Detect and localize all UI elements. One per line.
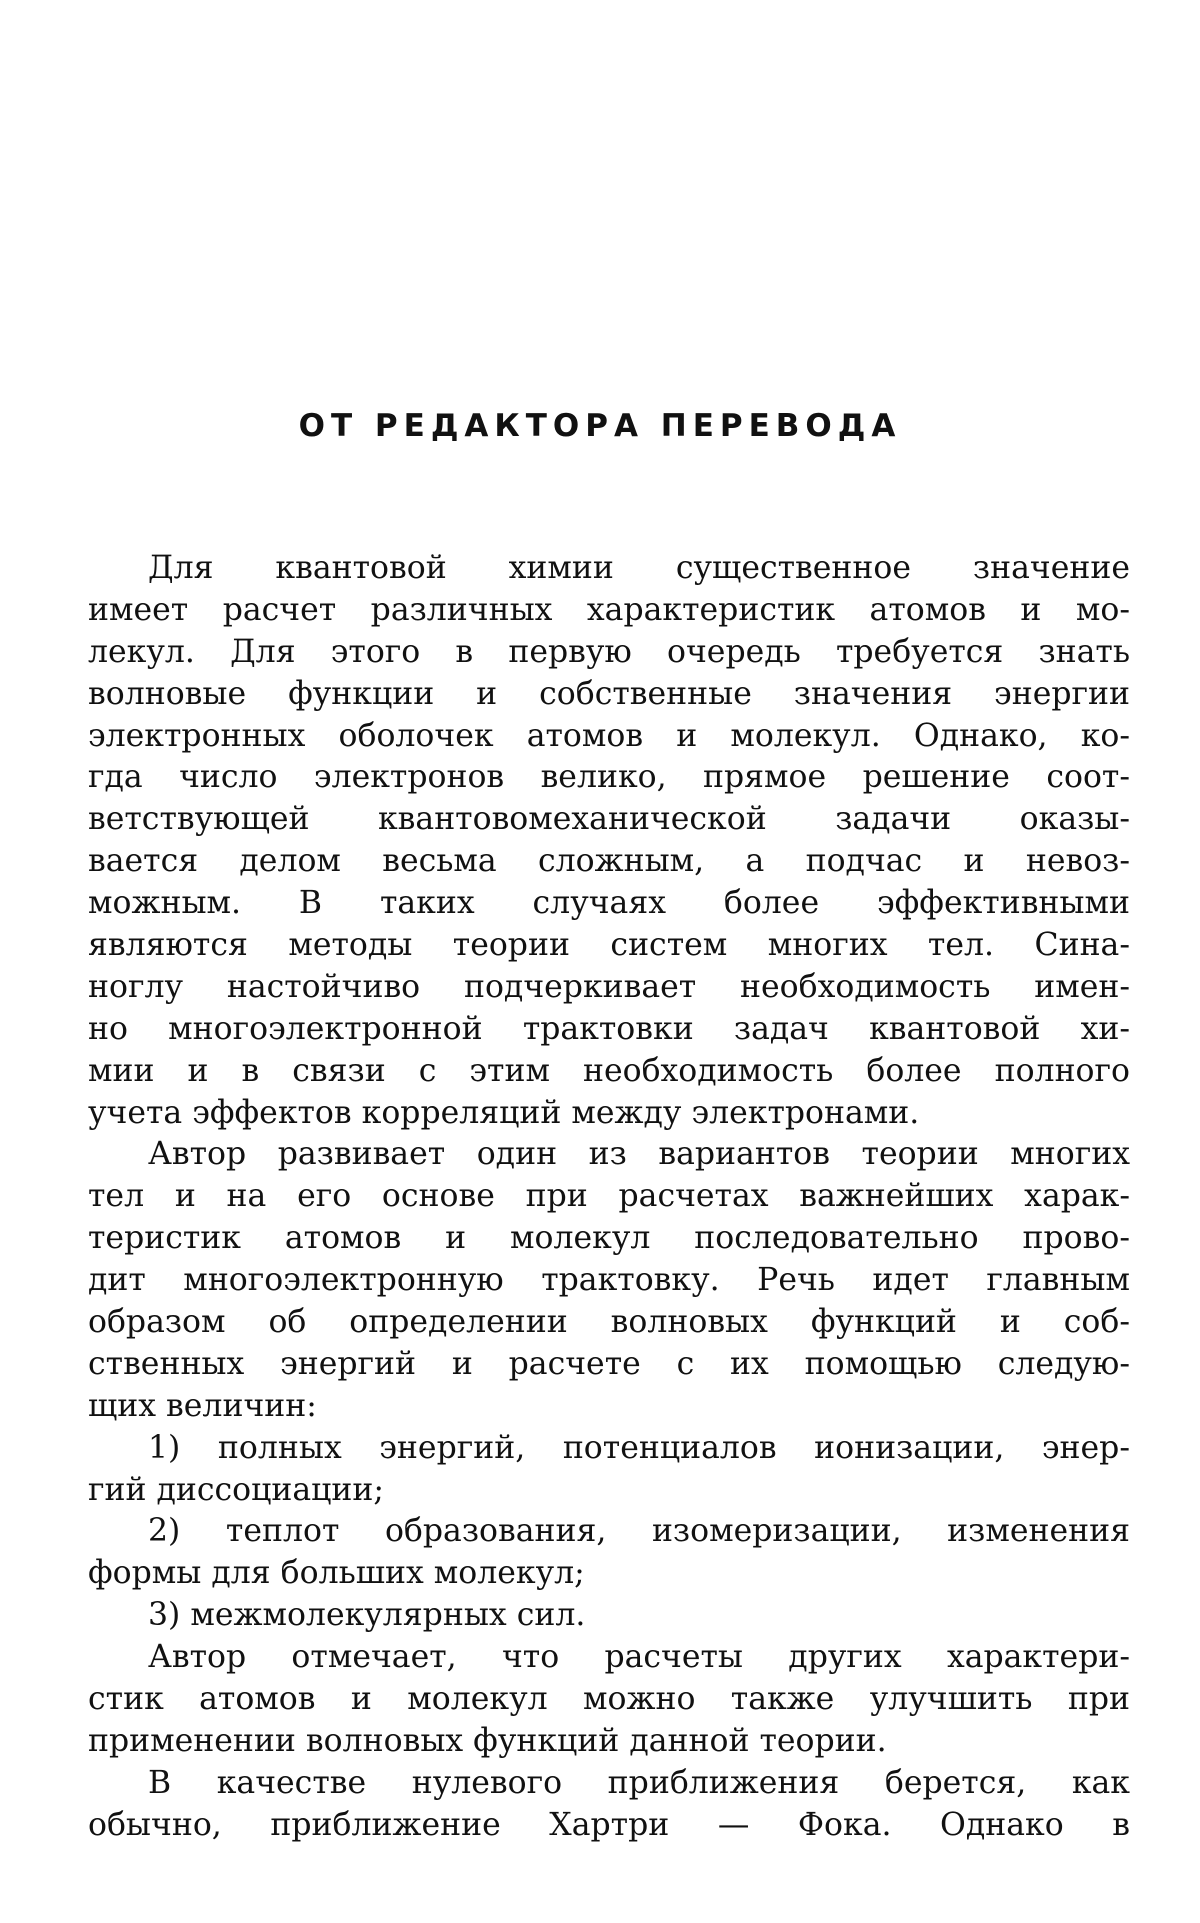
- text-line: имеет расчет различных характеристик атомов и мо-: [88, 591, 1130, 628]
- text-line: Автор развивает один из вариантов теории многих: [148, 1136, 1130, 1173]
- text-line: щих величин:: [88, 1387, 317, 1424]
- text-line: мии и в связи с этим необходимость более полного: [88, 1052, 1130, 1089]
- text-line: обычно, приближение Хартри — Фока. Однако в: [88, 1806, 1130, 1843]
- text-line: 1) полных энергий, потенциалов ионизации, энер-: [148, 1429, 1130, 1466]
- body-text: [88, 548, 1130, 1847]
- text-line: ноглу настойчиво подчеркивает необходимость имен-: [88, 968, 1130, 1005]
- text-line: применении волновых функций данной теории.: [88, 1722, 887, 1759]
- text-line: Автор отмечает, что расчеты других характери-: [148, 1639, 1130, 1676]
- text-line: формы для больших молекул;: [88, 1555, 585, 1592]
- text-line: вается делом весьма сложным, а подчас и невоз-: [88, 843, 1130, 880]
- text-line: 2) теплот образования, изомеризации, изменения: [148, 1513, 1130, 1550]
- text-line: ветствующей квантовомеханической задачи оказы-: [88, 801, 1130, 838]
- text-line: являются методы теории систем многих тел. Сина-: [88, 927, 1130, 964]
- text-line: можным. В таких случаях более эффективными: [88, 885, 1130, 922]
- text-line: ственных энергий и расчете с их помощью следую-: [88, 1345, 1130, 1382]
- text-line: гда число электронов велико, прямое решение соот-: [88, 759, 1130, 796]
- text-line: стик атомов и молекул можно также улучшить при: [88, 1681, 1130, 1718]
- text-line: В качестве нулевого приближения берется, как: [148, 1764, 1130, 1801]
- text-line: гий диссоциации;: [88, 1471, 385, 1508]
- text-line: электронных оболочек атомов и молекул. Однако, ко-: [88, 717, 1130, 754]
- text-line: 3) межмолекулярных сил.: [148, 1597, 586, 1634]
- text-line: учета эффектов корреляций между электронами.: [88, 1094, 920, 1131]
- text-line: лекул. Для этого в первую очередь требуется знать: [88, 633, 1130, 670]
- page-heading: ОТ РЕДАКТОРА ПЕРЕВОДА: [298, 408, 902, 444]
- text-line: Для квантовой химии существенное значение: [148, 550, 1130, 586]
- text-line: волновые функции и собственные значения энергии: [88, 675, 1130, 712]
- text-line: дит многоэлектронную трактовку. Речь идет главным: [88, 1262, 1130, 1299]
- text-line: образом об определении волновых функций и соб-: [88, 1304, 1130, 1341]
- text-line: теристик атомов и молекул последовательно прово-: [88, 1220, 1130, 1257]
- text-line: тел и на его основе при расчетах важнейших харак-: [88, 1178, 1130, 1215]
- text-line: но многоэлектронной трактовки задач квантовой хи-: [88, 1010, 1130, 1047]
